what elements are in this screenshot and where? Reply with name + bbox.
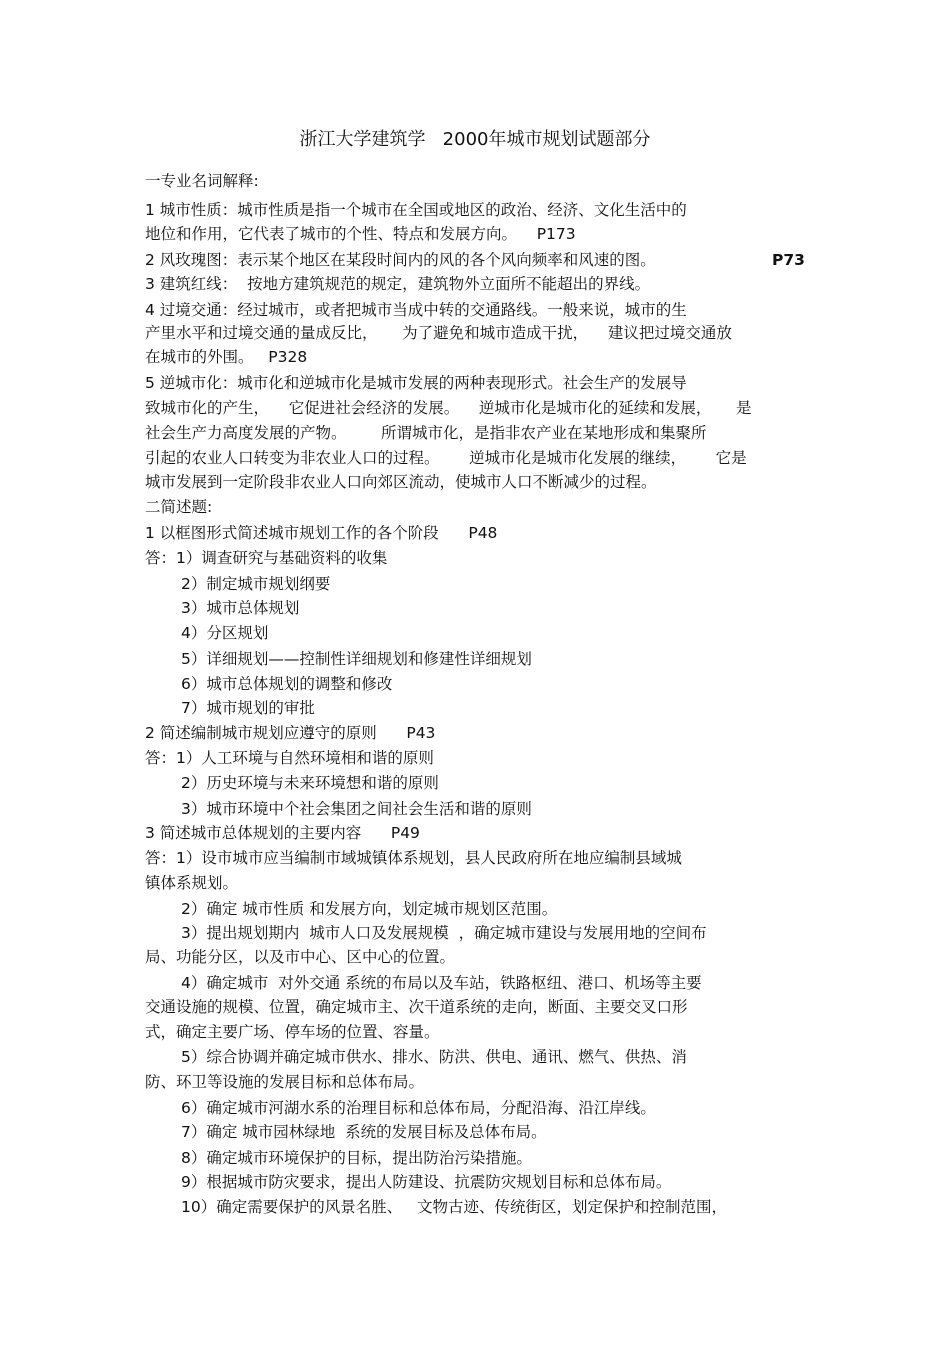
question-3: 3 简述城市总体规划的主要内容 P49 xyxy=(145,824,420,842)
term-line: 1 城市性质：城市性质是指一个城市在全国或地区的政治、经济、文化生活中的 xyxy=(145,201,687,219)
answer-line: 3）城市总体规划 xyxy=(181,599,300,617)
answer-line: 局、功能分区，以及市中心、区中心的位置。 xyxy=(145,948,456,966)
answer-line: 3）提出规划期内 城市人口及发展规模 ，确定城市建设与发展用地的空间布 xyxy=(181,924,707,942)
answer-line: 2）确定 城市性质 和发展方向，划定城市规划区范围。 xyxy=(181,900,558,918)
answer-line: 答：1）设市城市应当编制市域城镇体系规划，县人民政府所在地应编制县域城 xyxy=(145,849,682,867)
answer-line: 6）城市总体规划的调整和修改 xyxy=(181,675,393,693)
answer-line: 答：1）调查研究与基础资料的收集 xyxy=(145,549,388,567)
term-line: 产里水平和过境交通的量成反比， 为了避免和城市造成干扰， 建议把过境交通放 xyxy=(145,324,732,342)
answer-line: 2）制定城市规划纲要 xyxy=(181,575,331,593)
answer-line: 防、环卫等设施的发展目标和总体布局。 xyxy=(145,1073,425,1091)
term-line: 3 建筑红线： 按地方建筑规范的规定，建筑物外立面所不能超出的界线。 xyxy=(145,275,651,293)
answer-line: 2）历史环境与未来环境想和谐的原则 xyxy=(181,774,439,792)
term-line: 城市发展到一定阶段非农业人口向郊区流动，使城市人口不断减少的过程。 xyxy=(145,473,657,491)
term-line: 引起的农业人口转变为非农业人口的过程。 逆城市化是城市化发展的继续， 它是 xyxy=(145,449,747,467)
answer-line: 3）城市环境中个社会集团之间社会生活和谐的原则 xyxy=(181,800,532,818)
term-line: 地位和作用，它代表了城市的个性、特点和发展方向。 P173 xyxy=(145,225,576,243)
answer-line: 7）确定 城市园林绿地 系统的发展目标及总体布局。 xyxy=(181,1123,547,1141)
question-2: 2 简述编制城市规划应遵守的原则 P43 xyxy=(145,724,436,742)
answer-line: 10）确定需要保护的风景名胜、 文物古迹、传统街区，划定保护和控制范围， xyxy=(181,1198,728,1216)
answer-line: 9）根据城市防灾要求，提出人防建设、抗震防灾规划目标和总体布局。 xyxy=(181,1173,672,1191)
answer-line: 式，确定主要广场、停车场的位置、容量。 xyxy=(145,1023,440,1041)
answer-line: 4）分区规划 xyxy=(181,624,269,642)
term-line: 5 逆城市化：城市化和逆城市化是城市发展的两种表现形式。社会生产的发展导 xyxy=(145,374,687,392)
answer-line: 答：1）人工环境与自然环境相和谐的原则 xyxy=(145,749,434,767)
answer-line: 5）综合协调并确定城市供水、排水、防洪、供电、通讯、燃气、供热、消 xyxy=(181,1048,687,1066)
answer-line: 6）确定城市河湖水系的治理目标和总体布局，分配沿海、沿江岸线。 xyxy=(181,1099,656,1117)
section-heading-questions: 二简述题: xyxy=(145,498,213,516)
section-heading-terms: 一专业名词解释: xyxy=(145,172,259,190)
answer-line: 镇体系规划。 xyxy=(145,874,239,892)
page-reference: P73 xyxy=(772,251,805,269)
answer-line: 8）确定城市环境保护的目标，提出防治污染措施。 xyxy=(181,1149,532,1167)
answer-line: 5）详细规划——控制性详细规划和修建性详细规划 xyxy=(181,650,532,668)
term-line: 4 过境交通：经过城市，或者把城市当成中转的交通路线。一般来说，城市的生 xyxy=(145,301,687,319)
question-1: 1 以框图形式简述城市规划工作的各个阶段 P48 xyxy=(145,524,498,542)
answer-line: 4）确定城市 对外交通 系统的布局以及车站，铁路枢纽、港口、机场等主要 xyxy=(181,974,702,992)
answer-line: 7）城市规划的审批 xyxy=(181,699,315,717)
term-line: 致城市化的产生， 它促进社会经济的发展。 逆城市化是城市化的延续和发展， 是 xyxy=(145,399,752,417)
term-line: 在城市的外围。 P328 xyxy=(145,348,308,366)
term-line: 2 风玫瑰图：表示某个地区在某段时间内的风的各个风向频率和风速的图。 xyxy=(145,251,656,269)
term-line: 社会生产力高度发展的产物。 所谓城市化，是指非农产业在某地形成和集聚所 xyxy=(145,424,707,442)
answer-line: 交通设施的规模、位置，确定城市主、次干道系统的走向，断面、主要交叉口形 xyxy=(145,998,688,1016)
page-title: 浙江大学建筑学 2000年城市规划试题部分 xyxy=(299,129,651,150)
